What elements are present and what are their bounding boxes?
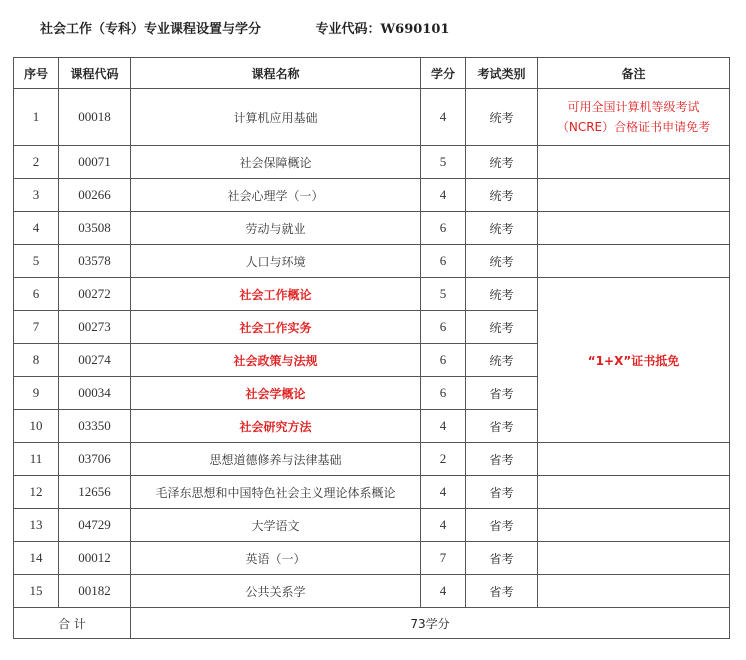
row-course-name: 计算机应用基础 xyxy=(131,89,421,146)
row-no: 15 xyxy=(14,575,59,608)
row-no: 12 xyxy=(14,476,59,509)
table-header-row xyxy=(14,58,730,89)
row-credit: 6 xyxy=(421,311,466,344)
row-credit: 4 xyxy=(421,410,466,443)
row-course-name: 社会学概论 xyxy=(131,377,421,410)
row-credit: 7 xyxy=(421,542,466,575)
row-code: 00071 xyxy=(59,146,131,179)
row-note xyxy=(538,476,730,509)
row-no: 1 xyxy=(14,89,59,146)
row-exam-type: 省考 xyxy=(466,575,538,608)
table-row xyxy=(14,278,730,311)
row-code: 00182 xyxy=(59,575,131,608)
col-header-note: 备注 xyxy=(538,58,730,89)
page-title: 社会工作（专科）专业课程设置与学分 xyxy=(40,22,262,37)
row-note xyxy=(538,89,730,146)
row-note xyxy=(538,443,730,476)
row-exam-type: 统考 xyxy=(466,278,538,311)
row-no: 10 xyxy=(14,410,59,443)
table-row xyxy=(14,146,730,179)
row-exam-type: 统考 xyxy=(466,245,538,278)
row-exam-type: 统考 xyxy=(466,179,538,212)
row-exam-type: 省考 xyxy=(466,542,538,575)
table-row xyxy=(14,542,730,575)
row-note xyxy=(538,509,730,542)
row-course-name: 大学语文 xyxy=(131,509,421,542)
table-row xyxy=(14,476,730,509)
major-code: 专业代码：W690101 xyxy=(315,22,450,37)
row-no: 7 xyxy=(14,311,59,344)
row-code: 00266 xyxy=(59,179,131,212)
row-code: 00012 xyxy=(59,542,131,575)
row-exam-type: 统考 xyxy=(466,344,538,377)
row-no: 3 xyxy=(14,179,59,212)
row-course-name: 社会心理学（一） xyxy=(131,179,421,212)
row-code: 00018 xyxy=(59,89,131,146)
table-row xyxy=(14,509,730,542)
row-no: 13 xyxy=(14,509,59,542)
row-course-name: 社会工作实务 xyxy=(131,311,421,344)
row-code: 00272 xyxy=(59,278,131,311)
row-credit: 4 xyxy=(421,575,466,608)
row-course-name: 人口与环境 xyxy=(131,245,421,278)
row-credit: 5 xyxy=(421,278,466,311)
row-credit: 5 xyxy=(421,146,466,179)
row-credit: 6 xyxy=(421,377,466,410)
row-note xyxy=(538,179,730,212)
row-code: 04729 xyxy=(59,509,131,542)
row-course-name: 劳动与就业 xyxy=(131,212,421,245)
row-note xyxy=(538,575,730,608)
note-line-2: （NCRE）合格证书申请免考 xyxy=(556,120,711,134)
row-exam-type: 统考 xyxy=(466,311,538,344)
col-header-name: 课程名称 xyxy=(131,58,421,89)
row-credit: 6 xyxy=(421,344,466,377)
table-row xyxy=(14,89,730,146)
row-no: 8 xyxy=(14,344,59,377)
row-exam-type: 省考 xyxy=(466,509,538,542)
row-note xyxy=(538,212,730,245)
col-header-no: 序号 xyxy=(14,58,59,89)
course-table xyxy=(13,57,730,639)
row-exam-type: 统考 xyxy=(466,89,538,146)
row-code: 03350 xyxy=(59,410,131,443)
table-row xyxy=(14,212,730,245)
col-header-code: 课程代码 xyxy=(59,58,131,89)
row-course-name: 社会研究方法 xyxy=(131,410,421,443)
row-code: 03578 xyxy=(59,245,131,278)
row-no: 14 xyxy=(14,542,59,575)
row-credit: 4 xyxy=(421,179,466,212)
row-no: 6 xyxy=(14,278,59,311)
row-no: 9 xyxy=(14,377,59,410)
table-row xyxy=(14,245,730,278)
row-credit: 2 xyxy=(421,443,466,476)
row-course-name: 毛泽东思想和中国特色社会主义理论体系概论 xyxy=(131,476,421,509)
row-exam-type: 统考 xyxy=(466,146,538,179)
row-exam-type: 省考 xyxy=(466,443,538,476)
row-exam-type: 省考 xyxy=(466,410,538,443)
row-course-name: 公共关系学 xyxy=(131,575,421,608)
row-code: 00274 xyxy=(59,344,131,377)
note-line-1: 可用全国计算机等级考试 xyxy=(567,100,700,114)
row-note xyxy=(538,245,730,278)
row-note xyxy=(538,542,730,575)
row-exam-type: 省考 xyxy=(466,476,538,509)
row-note xyxy=(538,146,730,179)
row-credit: 6 xyxy=(421,245,466,278)
total-row xyxy=(14,608,730,639)
table-row xyxy=(14,179,730,212)
col-header-credit: 学分 xyxy=(421,58,466,89)
row-course-name: 思想道德修养与法律基础 xyxy=(131,443,421,476)
row-credit: 4 xyxy=(421,89,466,146)
row-exam-type: 统考 xyxy=(466,212,538,245)
row-course-name: 社会保障概论 xyxy=(131,146,421,179)
row-no: 5 xyxy=(14,245,59,278)
total-label: 合 计 xyxy=(14,608,131,639)
col-header-exam: 考试类别 xyxy=(466,58,538,89)
table-row xyxy=(14,575,730,608)
row-exam-type: 省考 xyxy=(466,377,538,410)
row-code: 00034 xyxy=(59,377,131,410)
row-credit: 4 xyxy=(421,476,466,509)
row-code: 00273 xyxy=(59,311,131,344)
row-no: 2 xyxy=(14,146,59,179)
row-no: 11 xyxy=(14,443,59,476)
row-code: 03706 xyxy=(59,443,131,476)
table-row xyxy=(14,443,730,476)
row-course-name: 社会工作概论 xyxy=(131,278,421,311)
row-no: 4 xyxy=(14,212,59,245)
row-code: 03508 xyxy=(59,212,131,245)
row-course-name: 英语（一） xyxy=(131,542,421,575)
row-credit: 6 xyxy=(421,212,466,245)
row-code: 12656 xyxy=(59,476,131,509)
row-course-name: 社会政策与法规 xyxy=(131,344,421,377)
row-note-merged: “1+X”证书抵免 xyxy=(538,278,730,443)
total-value: 73学分 xyxy=(131,608,730,639)
page-header xyxy=(40,18,449,42)
row-credit: 4 xyxy=(421,509,466,542)
